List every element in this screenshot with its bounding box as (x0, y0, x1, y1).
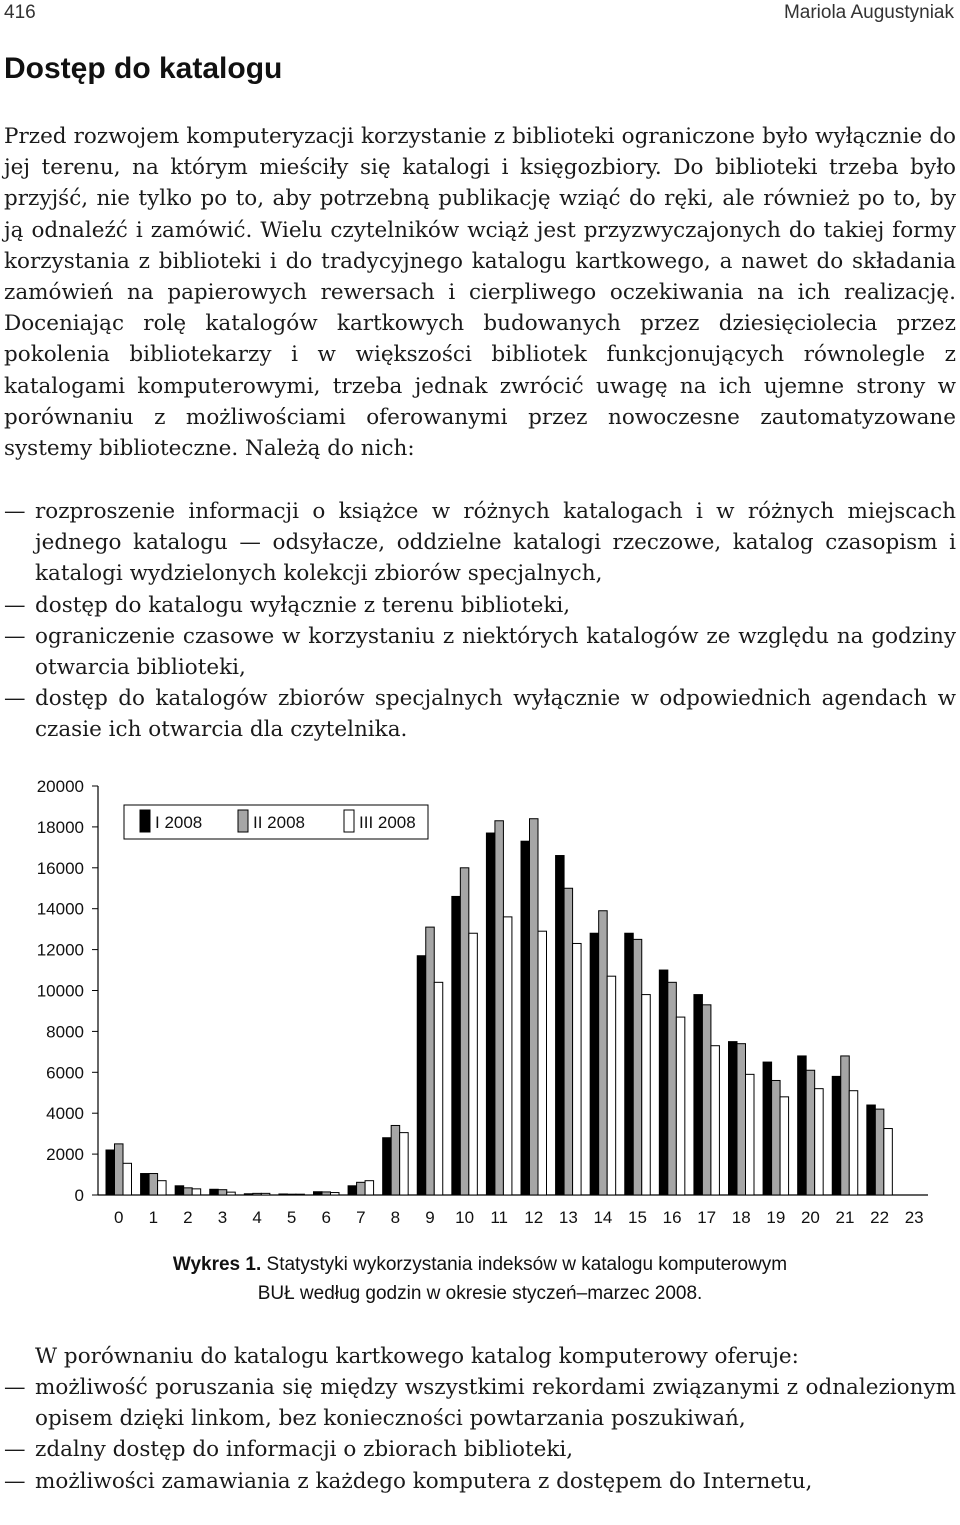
y-tick-label: 16000 (36, 858, 84, 878)
bar (849, 1091, 858, 1195)
bar (106, 1150, 115, 1195)
body-paragraph-2: W porównaniu do katalogu kartkowego katalog komputerowy oferuje: (35, 1344, 799, 1369)
bar (314, 1192, 323, 1195)
section-title: Dostęp do katalogu (4, 52, 283, 85)
page-number: 416 (4, 2, 36, 23)
caption-label: Wykres 1. (172, 1254, 262, 1275)
bar (400, 1133, 409, 1195)
bar (218, 1190, 227, 1195)
y-tick-label: 0 (74, 1186, 84, 1205)
bar (702, 1005, 711, 1195)
y-tick-label: 10000 (36, 981, 84, 1001)
bar (192, 1189, 201, 1195)
bar (357, 1182, 366, 1195)
x-tick-label: 10 (455, 1208, 475, 1227)
bar (633, 939, 642, 1195)
x-tick-label: 6 (321, 1208, 331, 1227)
bar (261, 1193, 270, 1195)
x-tick-label: 12 (524, 1208, 544, 1227)
bar (556, 856, 565, 1195)
bar (841, 1056, 850, 1195)
bar (469, 933, 478, 1195)
x-tick-label: 17 (697, 1208, 717, 1227)
bar (158, 1181, 167, 1195)
list-item (4, 1372, 956, 1434)
bar (798, 1056, 807, 1195)
bar (365, 1181, 374, 1195)
bar (452, 896, 461, 1195)
bar (538, 931, 547, 1195)
bar (227, 1192, 236, 1195)
bar (521, 841, 530, 1195)
bar (711, 1046, 720, 1195)
bar (590, 933, 599, 1195)
bar (123, 1163, 132, 1195)
bar (383, 1138, 392, 1195)
bar (331, 1193, 340, 1195)
legend-label: I 2008 (155, 813, 203, 832)
figure-caption (0, 1250, 960, 1308)
bar (625, 933, 634, 1195)
x-tick-label: 11 (490, 1208, 508, 1227)
x-tick-label: 7 (356, 1208, 366, 1227)
bar (244, 1194, 253, 1195)
bar (884, 1129, 893, 1195)
bar (503, 917, 512, 1195)
y-tick-label: 18000 (36, 817, 84, 837)
bar (806, 1070, 815, 1195)
x-tick-label: 16 (662, 1208, 682, 1227)
x-tick-label: 8 (390, 1208, 401, 1227)
bar (279, 1194, 288, 1195)
bar (184, 1188, 193, 1195)
list-item-text: dostęp do katalogów zbiorów specjalnych wyłącznie w odpowiednich agendach w czasie ich otwarcia dla czytelnika. (35, 686, 956, 743)
x-tick-label: 1 (148, 1208, 159, 1227)
list-item-text: ograniczenie czasowe w korzystaniu z niektórych katalogów ze względu na godziny otwarcia biblioteki, (35, 623, 956, 681)
dash-bullet: — (4, 1375, 26, 1400)
list-item-text: możliwość poruszania się między wszystkimi rekordami związanymi z odnalezionym opisem dzięki linkom, bez konieczności powtarzania poszukiwań, (35, 1375, 956, 1432)
y-tick-label: 12000 (36, 940, 84, 960)
bar (322, 1192, 331, 1195)
list-item-text: zdalny dostęp do informacji o zbiorach biblioteki, (35, 1437, 574, 1463)
bar (642, 995, 651, 1195)
list-item (4, 590, 956, 621)
bar (175, 1186, 184, 1195)
list-item (4, 1466, 956, 1497)
bar (668, 982, 677, 1195)
bar (564, 888, 573, 1195)
bar (763, 1062, 772, 1195)
list-item (4, 683, 956, 745)
usage-chart (0, 770, 960, 1240)
dash-bullet: — (4, 1437, 26, 1463)
list-item-text: rozproszenie informacji o książce w różnych katalogach i w różnych miejscach jednego katalogu — odsyłacze, oddzielne katalogi rzeczowe, katalog czasopism i katalogi wydzielonych kolekcji zbiorów specjalnych, (35, 499, 956, 587)
bar (867, 1105, 876, 1195)
x-tick-label: 9 (425, 1208, 435, 1227)
bar (426, 927, 435, 1195)
legend-swatch (238, 810, 248, 832)
dash-bullet: — (4, 686, 26, 712)
bar (287, 1194, 296, 1195)
bar (348, 1186, 357, 1195)
bar (460, 868, 469, 1195)
bar (434, 982, 443, 1195)
x-tick-label: 21 (835, 1208, 855, 1227)
chart-svg (0, 770, 960, 1240)
caption-line1: Statystyki wykorzystania indeksów w katalogu komputerowym (266, 1254, 788, 1275)
drawbacks-list (4, 496, 956, 746)
bar (832, 1076, 841, 1195)
x-tick-label: 13 (558, 1208, 578, 1227)
bar (772, 1080, 781, 1195)
bar (694, 995, 703, 1195)
bar (495, 821, 504, 1195)
bar (391, 1125, 400, 1195)
bar (780, 1097, 789, 1195)
bar (210, 1189, 219, 1195)
bar (815, 1089, 824, 1195)
bar (875, 1109, 884, 1195)
body-paragraph: Przed rozwojem komputeryzacji korzystanie z biblioteki ograniczone było wyłącznie do jej terenu, na którym mieściły się katalogi i księgozbiory. Do biblioteki trzeba było przyjść, nie tylko po to, aby potrzebną publikację wziąć do ręki, ale również po to, by ją odnaleźć i zamówić. Wielu czytelników wciąż jest przyzwyczajonych do takiej formy korzystania z biblioteki i do tradycyjnego katalogu kartkowego, a nawet do składania zamówień na papierowych rewersach i cierpliwego oczekiwania na ich realizację. Doceniając rolę katalogów kartkowych budowanych przez dziesięciolecia przez pokolenia bibliotekarzy i w większości bibliotek funkcjonujących równolegle z katalogami komputerowymi, trzeba jednak zwrócić uwagę na ich ujemne strony w porównaniu z możliwościami oferowanymi przez nowoczesne zautomatyzowane systemy biblioteczne. Należą do nich: (4, 124, 956, 462)
bar (659, 970, 668, 1195)
x-tick-label: 15 (628, 1208, 647, 1227)
y-tick-label: 8000 (46, 1022, 84, 1042)
legend-label: III 2008 (359, 813, 416, 832)
list-item (4, 1434, 956, 1465)
bar (676, 1017, 685, 1195)
dash-bullet: — (4, 1468, 26, 1494)
advantages-list (4, 1372, 956, 1497)
legend-swatch (344, 810, 354, 832)
legend-swatch (140, 810, 150, 832)
bar (599, 911, 608, 1195)
bar (729, 1042, 738, 1195)
y-tick-label: 4000 (46, 1104, 84, 1124)
y-tick-label: 14000 (36, 899, 84, 919)
x-tick-label: 5 (286, 1208, 297, 1227)
bar (486, 833, 495, 1195)
x-tick-label: 20 (800, 1208, 820, 1227)
bar (746, 1074, 755, 1195)
x-tick-label: 3 (217, 1208, 228, 1227)
list-item (4, 496, 956, 590)
x-tick-label: 4 (252, 1208, 262, 1227)
y-tick-label: 6000 (46, 1063, 84, 1083)
bar (296, 1194, 305, 1195)
y-tick-label: 2000 (46, 1145, 84, 1165)
bar (253, 1193, 261, 1195)
bar (530, 819, 539, 1195)
dash-bullet: — (4, 623, 26, 649)
dash-bullet: — (4, 499, 26, 524)
bar (573, 943, 582, 1195)
x-tick-label: 22 (870, 1208, 890, 1227)
x-tick-label: 23 (904, 1208, 924, 1227)
x-tick-label: 19 (766, 1208, 786, 1227)
x-tick-label: 14 (593, 1208, 613, 1227)
legend-label: II 2008 (253, 813, 305, 832)
list-item-text: dostęp do katalogu wyłącznie z terenu biblioteki, (35, 592, 571, 618)
x-tick-label: 2 (183, 1208, 193, 1227)
bar (417, 956, 426, 1195)
x-tick-label: 18 (731, 1208, 751, 1227)
list-item-text: możliwości zamawiania z każdego komputera z dostępem do Internetu, (35, 1468, 813, 1494)
bar (737, 1044, 746, 1195)
running-author: Mariola Augustyniak (783, 2, 954, 23)
bar (607, 976, 616, 1195)
dash-bullet: — (4, 592, 26, 618)
bar (149, 1174, 158, 1195)
y-tick-label: 20000 (36, 777, 84, 796)
caption-line2: BUŁ według godzin w okresie styczeń–marzec 2008. (257, 1283, 703, 1304)
list-item (4, 621, 956, 683)
bar (115, 1144, 124, 1195)
bar (141, 1174, 150, 1195)
x-tick-label: 0 (114, 1208, 124, 1227)
